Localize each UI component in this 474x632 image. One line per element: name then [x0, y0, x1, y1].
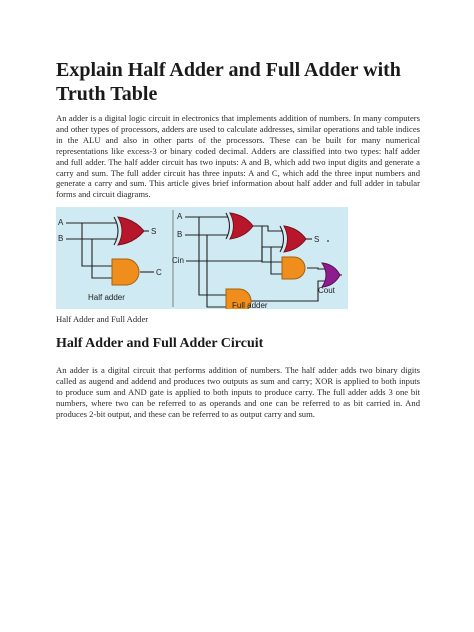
half-adder-xor-gate: [118, 217, 144, 245]
article-title: Explain Half Adder and Full Adder with Truth Table: [56, 59, 401, 105]
full-adder-output-cout: Cout: [318, 286, 335, 295]
figure-caption: Half Adder and Full Adder: [56, 314, 149, 324]
full-adder-label: Full adder: [232, 301, 268, 309]
stray-dot: [327, 240, 329, 242]
full-adder-output-s: S: [314, 235, 320, 244]
full-adder-input-cin: Cin: [172, 256, 185, 265]
half-adder-output-s: S: [151, 227, 157, 236]
full-adder-xor2-back-curve: [280, 226, 284, 252]
full-adder-xor-gate-2: [284, 226, 306, 252]
half-adder-xor-back-curve: [114, 217, 118, 245]
adder-circuit-diagram: [56, 207, 348, 309]
half-adder-output-c: C: [156, 268, 162, 277]
half-adder-input-a: A: [58, 218, 64, 227]
section-heading: Half Adder and Full Adder Circuit: [56, 336, 264, 351]
full-adder-and-gate-1: [282, 257, 305, 279]
full-adder-input-a: A: [177, 212, 183, 221]
half-adder-and-gate: [112, 259, 139, 285]
section-paragraph: An adder is a digital circuit that performs addition of numbers. The half adder adds two binary digits called as augend and addend and produces two outputs as sum and carry; XOR is applied to both inputs to produce sum and AND gate is applied to both inputs to produce carry. The full adder adds 3 one bit numbers, where two can be referred to as operands and one can be referred to as bit carried in. And produces 2-bit output, and these can be referred to as output carry and sum.: [56, 365, 420, 419]
full-adder-xor-gate-1: [230, 213, 253, 239]
half-adder-label: Half adder: [88, 293, 125, 302]
full-adder-or-gate: [322, 263, 340, 287]
full-adder-input-b: B: [177, 230, 183, 239]
adder-circuit-figure: [56, 207, 348, 309]
half-adder-input-b: B: [58, 234, 64, 243]
intro-paragraph: An adder is a digital logic circuit in electronics that implements addition of numbers. In many computers and other types of processors, adders are used to calculate addresses, similar operations and table indices in the ALU and also in other parts of the processors. These can be built for many numerical representations like excess-3 or binary coded decimal. Adders are classified into two types: half adder and full adder. The half adder circuit has two inputs: A and B, which add two input digits and generate a carry and sum. The full adder circuit has three inputs: A and C, which add the three input numbers and generate a carry and sum. This article gives brief information about half adder and full adder in tabular forms and circuit diagrams.: [56, 113, 420, 200]
